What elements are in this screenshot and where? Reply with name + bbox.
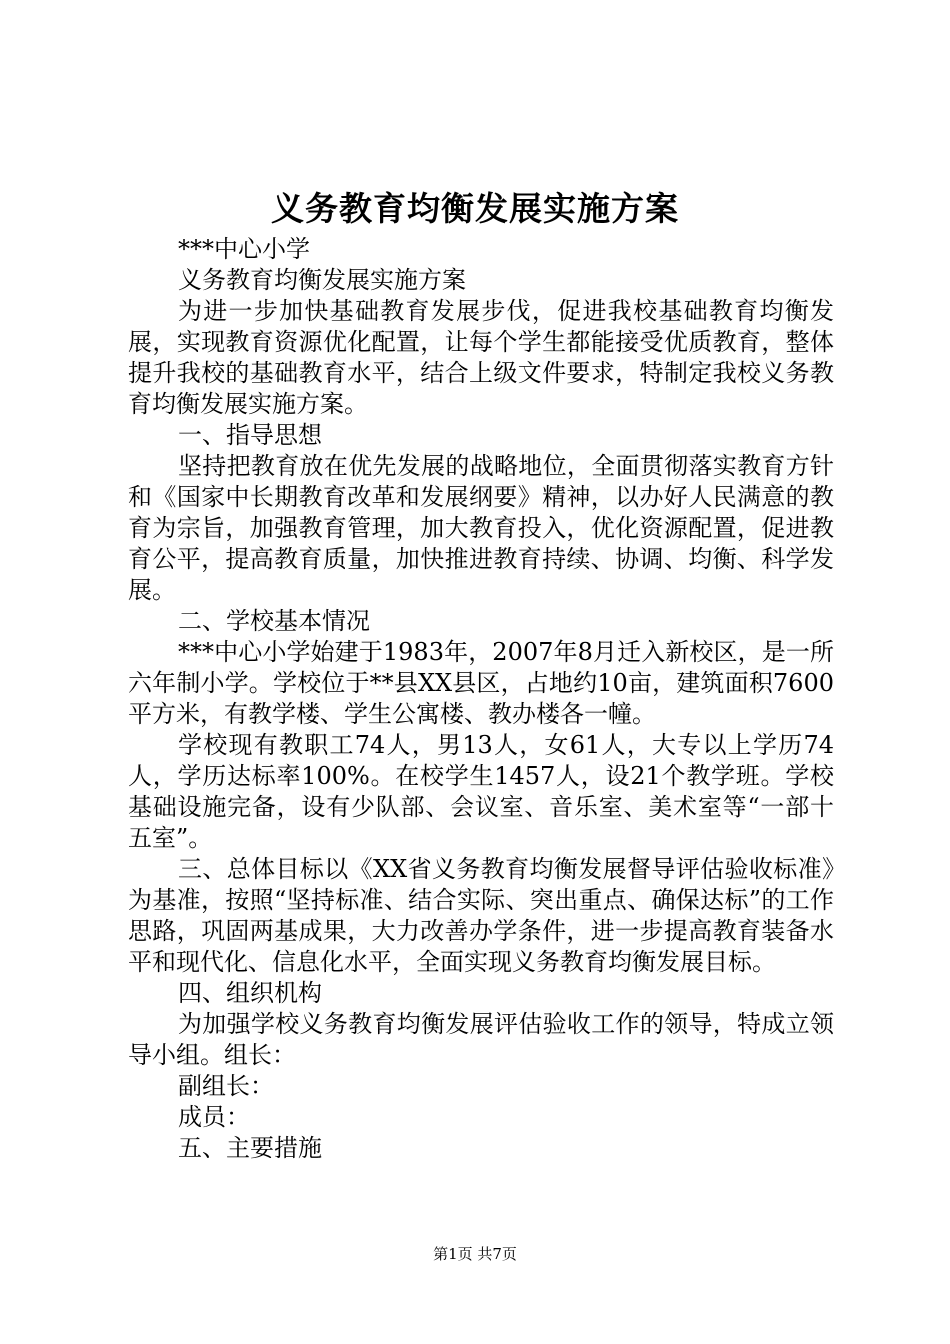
paragraph-members: 成员： bbox=[178, 1103, 250, 1131]
paragraph-organization: 为加强学校义务教育均衡发展评估验收工作的领导，特成立领导小组。组长： bbox=[128, 1010, 834, 1069]
paragraph-intro: 为进一步加快基础教育发展步伐，促进我校基础教育均衡发展，实现教育资源优化配置，让每个学生都能接受优质教育，整体提升我校的基础教育水平，结合上级文件要求，特制定我校义务教育均衡发展实施方案。 bbox=[128, 297, 834, 418]
paragraph-school-staff: 学校现有教职工74人，男13人，女61人，大专以上学历74人，学历达标率100%。在校学生1457人，设21个教学班。学校基础设施完备，设有少队部、会议室、音乐室、美术室等“一部十五室”。 bbox=[128, 731, 834, 852]
section-heading-organization: 四、组织机构 bbox=[178, 979, 322, 1007]
section-heading-main-measures: 五、主要措施 bbox=[178, 1134, 322, 1162]
page-footer: 第1页 共7页 bbox=[433, 1245, 517, 1263]
paragraph-subtitle: 义务教育均衡发展实施方案 bbox=[178, 266, 466, 294]
paragraph-school-name: ***中心小学 bbox=[178, 235, 310, 263]
section-heading-school-info: 二、学校基本情况 bbox=[178, 607, 370, 635]
document-title: 义务教育均衡发展实施方案 bbox=[271, 189, 679, 228]
section-heading-guiding-ideology: 一、指导思想 bbox=[178, 421, 322, 449]
paragraph-overall-goal: 三、总体目标以《XX省义务教育均衡发展督导评估验收标准》为基准，按照“坚持标准、结合实际、突出重点、确保达标”的工作思路，巩固两基成果，大力改善办学条件，进一步提高教育装备水平和现代化、信息化水平，全面实现义务教育均衡发展目标。 bbox=[128, 855, 834, 976]
paragraph-deputy-leader: 副组长： bbox=[178, 1072, 274, 1100]
document-body bbox=[128, 234, 834, 1164]
paragraph-school-history: ***中心小学始建于1983年，2007年8月迁入新校区，是一所六年制小学。学校位于**县XX县区，占地约10亩，建筑面积7600平方米，有教学楼、学生公寓楼、教办楼各一幢。 bbox=[128, 638, 834, 728]
paragraph-guiding-ideology: 坚持把教育放在优先发展的战略地位，全面贯彻落实教育方针和《国家中长期教育改革和发展纲要》精神，以办好人民满意的教育为宗旨，加强教育管理，加大教育投入，优化资源配置，促进教育公平，提高教育质量，加快推进教育持续、协调、均衡、科学发展。 bbox=[128, 452, 834, 604]
